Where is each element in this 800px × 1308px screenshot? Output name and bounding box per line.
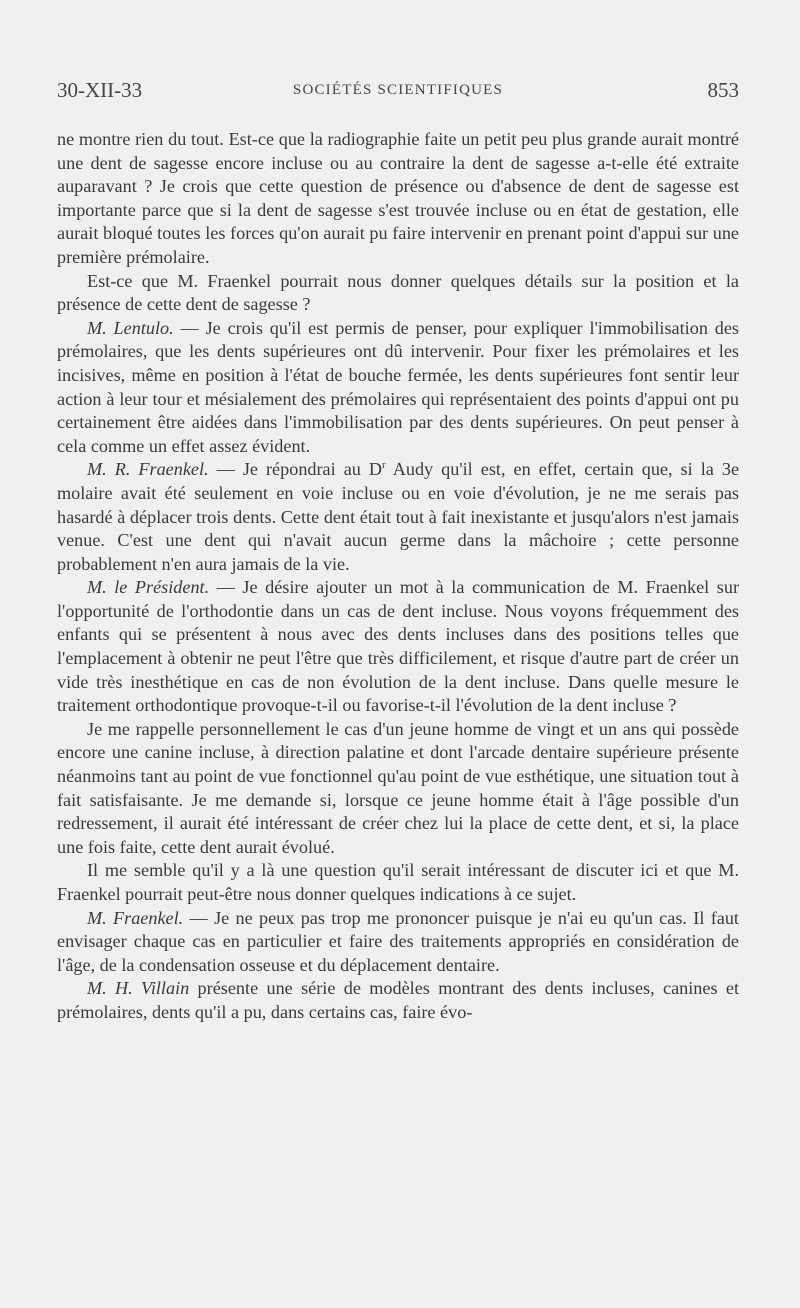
paragraph-text: — Je crois qu'il est permis de penser, pour expliquer l'immobilisation des prémolaires, que les dents supérieures ont dû intervenir. Pour fixer les prémolaires et les incisives, même en position à l'état de bouche fermée, les dents supérieures font sentir leur action à leur tour et mésialement des prémolaires qui représentaient des points d'appui ont pu certainement être aidées dans l'immobilisation par des dents supérieures. On peut penser à cela comme un effet assez évident.	[57, 317, 740, 456]
header-date: 30-XII-33	[57, 78, 143, 102]
paragraph	[57, 128, 739, 270]
speaker-name: M. R. Fraenkel.	[87, 459, 209, 480]
paragraph	[57, 859, 739, 906]
speaker-name: M. Fraenkel.	[87, 907, 184, 928]
header-title: SOCIÉTÉS SCIENTIFIQUES	[292, 82, 504, 98]
paragraph	[57, 270, 739, 317]
paragraph	[57, 718, 739, 860]
paragraph-text: présente une série de modèles montrant des dents incluses, canines et prémolaires, dents qu'il a pu, dans certains cas, faire évo-	[57, 978, 739, 1022]
paragraph	[57, 317, 739, 459]
paragraph-text: Est-ce que M. Fraenkel pourrait nous donner quelques détails sur la position et la présence de cette dent de sagesse ?	[57, 270, 739, 315]
page	[57, 0, 739, 1308]
body-text	[57, 128, 739, 1025]
speaker-name: M. le Président.	[87, 577, 210, 598]
paragraph	[57, 977, 739, 1024]
speaker-name: M. Lentulo.	[87, 317, 174, 338]
paragraph-text: Je me rappelle personnellement le cas d'un jeune homme de vingt et un ans qui possède encore une canine incluse, à direction palatine et dont l'arcade dentaire supérieure présente néanmoins tant au point de vue fonctionnel qu'au point de vue esthétique, une situation tout à fait satisfaisante. Je me demande si, lorsque ce jeune homme était à l'âge possible d'un redressement, il aurait été intéressant de créer chez lui la place de cette dent, et si, la place une fois faite, cette dent aurait évolué.	[57, 718, 739, 857]
paragraph-text: Audy qu'il est, en effet, certain que, si la 3e molaire avait été seulement en voie incluse ou en voie d'évolution, je ne me serais pas hasardé à déplacer trois dents. Cette dent était tout à fait inexistante et jusqu'alors n'est jamais venue. C'est une dent qui n'avait aucun germe dans la mâchoire ; cette personne probablement n'en aura jamais de la vie.	[57, 459, 740, 574]
speaker-name: M. H. Villain	[87, 978, 190, 999]
paragraph-text: — Je répondrai au D	[216, 459, 383, 480]
paragraph	[57, 458, 739, 576]
paragraph-text: — Je ne peux pas trop me prononcer puisque je n'ai eu qu'un cas. Il faut envisager chaque cas en particulier et faire des traitements appropriés en considération de l'âge, de la condensation osseuse et du déplacement dentaire.	[57, 907, 739, 975]
paragraph-text: ne montre rien du tout. Est-ce que la radiographie faite un petit peu plus grande aurait montré une dent de sagesse encore incluse ou au contraire la dent de sagesse a-t-elle été extraite auparavant ? Je crois que cette question de présence ou d'absence de dent de sagesse est importante parce que si la dent de sagesse s'est trouvée incluse ou en état de gestation, elle aurait bloqué toutes les forces qu'on aurait pu faire intervenir en prenant point d'appui sur une première prémolaire.	[57, 129, 739, 267]
paragraph	[57, 576, 739, 718]
page-number: 853	[707, 78, 739, 102]
superscript: r	[382, 459, 386, 472]
paragraph	[57, 907, 739, 978]
paragraph-text: — Je désire ajouter un mot à la communication de M. Fraenkel sur l'opportunité de l'orthodontie dans un cas de dent incluse. Nous voyons fréquemment des enfants qui se présentent à nous avec des dents incluses dans des positions telles que l'emplacement à obtenir ne peut l'être que très difficilement, et risque d'autre part de créer un vide très inesthétique en cas de non évolution de la dent incluse. Dans quelle mesure le traitement orthodontique provoque-t-il ou favorise-t-il l'évolution de la dent incluse ?	[57, 577, 739, 716]
paragraph-text: Il me semble qu'il y a là une question qu'il serait intéressant de discuter ici et que M. Fraenkel pourrait peut-être nous donner quelques indications à ce sujet.	[57, 860, 739, 904]
running-header	[57, 78, 739, 106]
